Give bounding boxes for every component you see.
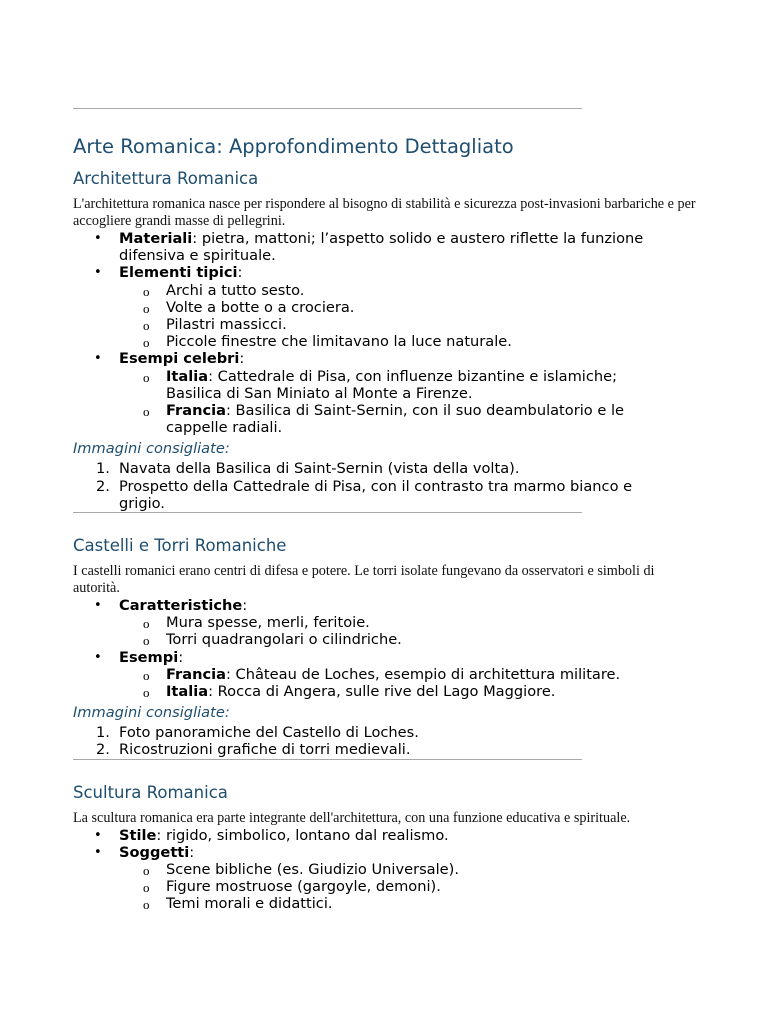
list-item bbox=[73, 741, 679, 758]
scultura-list bbox=[73, 827, 703, 913]
top-divider bbox=[73, 108, 582, 109]
item-text: Foto panoramiche del Castello di Loches. bbox=[119, 724, 419, 742]
esempio-text: : Cattedrale di Pisa, con influenze bizantine e islamiche; Basilica di San Miniato al Monte a Firenze. bbox=[166, 367, 618, 402]
item-text: Ricostruzioni grafiche di torri medievali. bbox=[119, 741, 411, 759]
esempi-label: Esempi bbox=[119, 648, 179, 666]
list-item: o Pilastri massicci. bbox=[119, 316, 646, 333]
soggetti-colon: : bbox=[189, 843, 195, 861]
immagini-label: Immagini consigliate: bbox=[73, 704, 230, 722]
list-item bbox=[119, 368, 646, 402]
document-title: Arte Romanica: Approfondimento Dettagliato bbox=[73, 135, 514, 158]
stile-label: Stile bbox=[119, 826, 157, 844]
caratteristiche-sublist bbox=[119, 614, 679, 648]
architettura-list bbox=[73, 230, 703, 436]
immagini-list bbox=[73, 460, 703, 512]
esempio-text: : Rocca di Angera, sulle rive del Lago Maggiore. bbox=[208, 683, 556, 701]
item-number: 1. bbox=[96, 724, 110, 742]
list-item bbox=[73, 460, 679, 477]
list-item: o Temi morali e didattici. bbox=[119, 895, 646, 912]
list-item bbox=[119, 666, 646, 683]
esempi-colon: : bbox=[178, 648, 184, 666]
list-item bbox=[73, 724, 679, 741]
esempio-label: Italia bbox=[166, 367, 209, 385]
esempi-sublist bbox=[119, 666, 679, 700]
section-intro-scultura: La scultura romanica era parte integrante dell'architettura, con una funzione educativa e spirituale. bbox=[73, 809, 631, 826]
esempio-label: Francia bbox=[166, 402, 226, 420]
list-item: o Torri quadrangolari o cilindriche. bbox=[119, 631, 646, 648]
item-text: Navata della Basilica di Saint-Sernin (vista della volta). bbox=[119, 460, 520, 478]
section-heading-castelli: Castelli e Torri Romaniche bbox=[73, 536, 287, 556]
list-item: o Piccole finestre che limitavano la luce naturale. bbox=[119, 333, 646, 350]
list-item: o Scene bibliche (es. Giudizio Universale). bbox=[119, 861, 646, 878]
list-item-soggetti bbox=[73, 844, 679, 913]
list-item bbox=[119, 402, 646, 436]
item-number: 2. bbox=[96, 741, 110, 759]
section-divider bbox=[73, 759, 582, 760]
esempio-text: : Basilica di Saint-Sernin, con il suo deambulatorio e le cappelle radiali. bbox=[166, 402, 624, 437]
materiali-text: : pietra, mattoni; l’aspetto solido e austero riflette la funzione difensiva e spirituale. bbox=[119, 230, 644, 265]
esempio-text: : Château de Loches, esempio di architettura militare. bbox=[225, 665, 621, 683]
esempi-sublist bbox=[119, 368, 679, 437]
list-item-stile bbox=[73, 827, 679, 844]
castelli-list bbox=[73, 597, 703, 700]
list-item-esempi bbox=[73, 649, 679, 701]
section-divider bbox=[73, 512, 582, 513]
section-heading-architettura: Architettura Romanica bbox=[73, 169, 259, 188]
elementi-colon: : bbox=[237, 264, 243, 282]
esempio-label: Italia bbox=[166, 683, 209, 701]
elementi-label: Elementi tipici bbox=[119, 264, 238, 282]
list-item-esempi bbox=[73, 350, 679, 436]
caratteristiche-colon: : bbox=[242, 597, 248, 615]
caratteristiche-label: Caratteristiche bbox=[119, 597, 243, 615]
item-number: 2. bbox=[96, 477, 110, 495]
immagini-label: Immagini consigliate: bbox=[73, 440, 230, 458]
list-item bbox=[73, 478, 679, 512]
list-item: o Mura spesse, merli, feritoie. bbox=[119, 614, 646, 631]
soggetti-sublist bbox=[119, 861, 679, 913]
elementi-sublist bbox=[119, 282, 679, 351]
immagini-list bbox=[73, 724, 703, 758]
list-item-materiali bbox=[73, 230, 679, 264]
soggetti-label: Soggetti bbox=[119, 843, 190, 861]
list-item bbox=[119, 683, 646, 700]
document-page bbox=[73, 108, 703, 913]
list-item-elementi bbox=[73, 264, 679, 350]
esempio-label: Francia bbox=[166, 665, 226, 683]
esempi-label: Esempi celebri bbox=[119, 350, 240, 368]
list-item: o Volte a botte o a crociera. bbox=[119, 299, 646, 316]
list-item-caratteristiche bbox=[73, 597, 679, 649]
section-intro-architettura: L'architettura romanica nasce per rispondere al bisogno di stabilità e sicurezza post-invasioni barbariche e per accogliere grandi masse di pellegrini. bbox=[73, 196, 696, 229]
list-item: o Archi a tutto sesto. bbox=[119, 282, 646, 299]
section-heading-scultura: Scultura Romanica bbox=[73, 782, 228, 802]
item-text: Prospetto della Cattedrale di Pisa, con il contrasto tra marmo bianco e grigio. bbox=[119, 477, 633, 512]
materiali-label: Materiali bbox=[119, 230, 193, 247]
list-item: o Figure mostruose (gargoyle, demoni). bbox=[119, 878, 646, 895]
item-number: 1. bbox=[96, 460, 110, 478]
esempi-colon: : bbox=[239, 350, 245, 368]
section-intro-castelli: I castelli romanici erano centri di difesa e potere. Le torri isolate fungevano da osservatori e simboli di autorità. bbox=[73, 563, 655, 597]
stile-text: : rigido, simbolico, lontano dal realismo. bbox=[156, 826, 449, 844]
